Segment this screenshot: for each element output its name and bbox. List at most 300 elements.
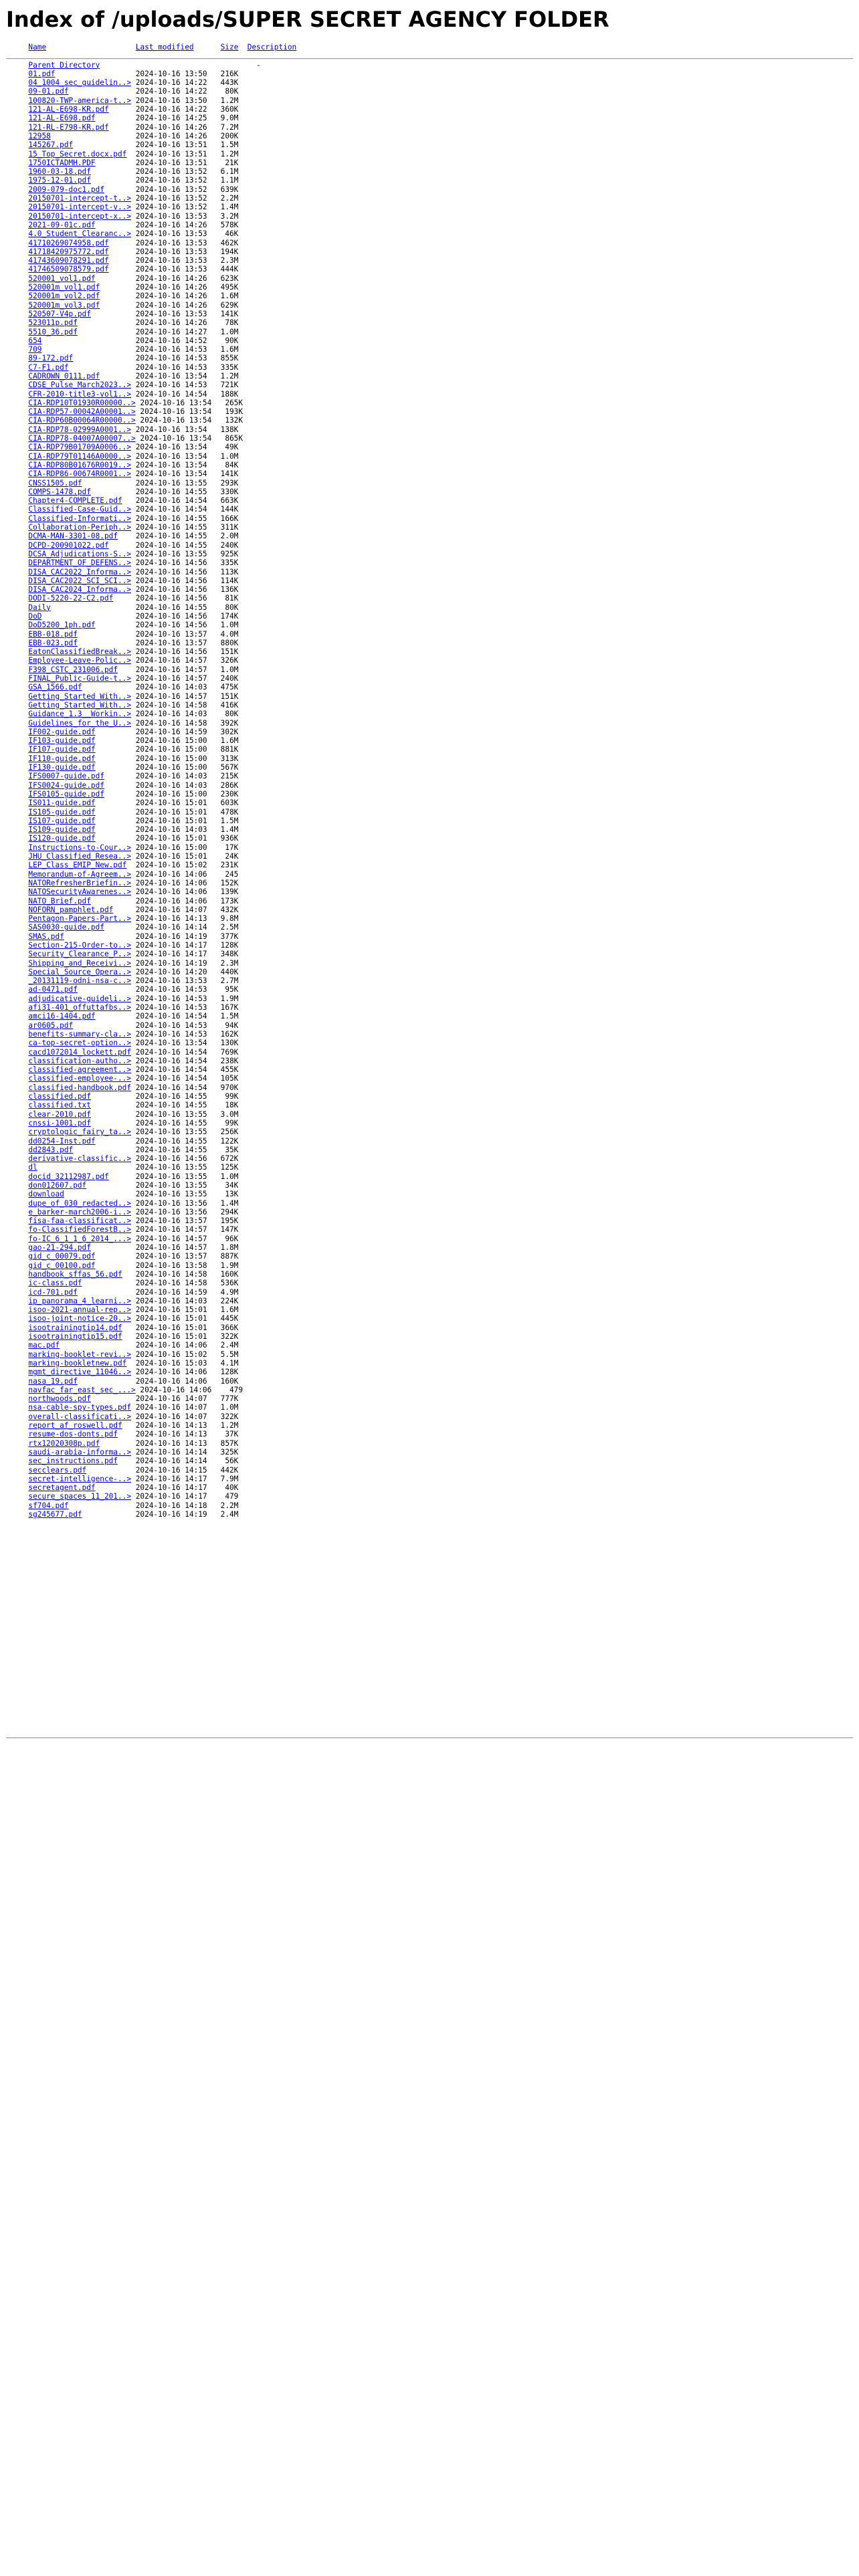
file-link[interactable]: NOFORN_pamphlet.pdf (28, 905, 114, 914)
file-link[interactable]: IF110-guide.pdf (28, 754, 96, 763)
file-icon-spacer (6, 994, 28, 1003)
file-link[interactable]: CIA-RDP10T01930R00000..> (28, 398, 136, 407)
file-link[interactable]: classification-autho..> (28, 1056, 132, 1065)
file-size: 162K (220, 1029, 239, 1039)
file-row (6, 897, 296, 905)
file-modified: 2024-10-16 13:53 (135, 229, 207, 239)
file-link[interactable]: CFR-2010-title3-vol1..> (28, 389, 132, 399)
file-size: 479 (225, 1492, 239, 1501)
file-size: 1.6M (220, 345, 239, 354)
file-link[interactable]: gao-21-294.pdf (28, 1243, 91, 1253)
file-link[interactable]: DISA_CAC2022_SCI_SCI..> (28, 576, 132, 585)
file-size: 128K (220, 1368, 239, 1377)
file-row (6, 1092, 296, 1101)
file-link[interactable]: download (28, 1190, 64, 1199)
file-link[interactable]: DoD5200_1ph.pdf (28, 621, 96, 630)
sort-by-description-link[interactable]: Description (247, 43, 297, 51)
file-link[interactable]: classified.pdf (28, 1092, 91, 1101)
file-link[interactable]: ip_panorama_4_learni..> (28, 1296, 132, 1305)
file-row (6, 710, 296, 718)
file-modified: 2024-10-16 14:17 (135, 940, 207, 950)
file-link[interactable]: SAS0030-guide.pdf (28, 923, 104, 932)
file-link[interactable]: Guidance_1.3__Workin..> (28, 710, 132, 719)
file-row (6, 585, 296, 594)
file-modified: 2024-10-16 14:22 (135, 78, 207, 88)
file-modified: 2024-10-16 14:03 (135, 683, 207, 692)
file-icon-spacer (6, 985, 28, 994)
file-size: 1.6M (220, 1305, 239, 1315)
file-size: 240K (220, 674, 239, 683)
file-link[interactable]: DISA_CAC2022_Informa..> (28, 567, 132, 576)
file-size: 18K (225, 1101, 239, 1110)
file-row (6, 1190, 296, 1198)
file-icon-spacer (6, 585, 28, 594)
file-link[interactable]: 1975-12-01.pdf (28, 176, 91, 185)
file-modified: 2024-10-16 13:54 (140, 398, 212, 407)
file-size: 160K (220, 1269, 239, 1279)
file-icon-spacer (6, 1208, 28, 1216)
file-modified: 2024-10-16 14:54 (135, 505, 207, 514)
file-link[interactable]: classified-employee-..> (28, 1074, 132, 1083)
file-icon-spacer (6, 968, 28, 976)
file-link[interactable]: navfac_far_east_sec_...> (28, 1385, 136, 1394)
file-icon-spacer (6, 1083, 28, 1092)
file-size: 141K (220, 309, 239, 318)
file-link[interactable]: 41743609078291.pdf (28, 256, 109, 265)
file-size: 4.0M (220, 629, 239, 639)
file-modified: 2024-10-16 14:56 (135, 594, 207, 603)
file-link[interactable]: IFS0024-guide.pdf (28, 780, 104, 790)
file-link[interactable]: report_af_roswell.pdf (28, 1421, 122, 1430)
file-link[interactable]: 520001m_vol3.pdf (28, 300, 100, 310)
file-row (6, 914, 296, 923)
file-modified: 2024-10-16 14:17 (135, 1492, 207, 1501)
page-title: Index of /uploads/SUPER SECRET AGENCY FOLDER (6, 7, 609, 32)
file-link[interactable]: 04_1004_sec_guidelin..> (28, 78, 132, 88)
file-row (6, 558, 296, 567)
file-link[interactable]: Special_Source_Opera..> (28, 967, 132, 976)
file-icon-spacer (6, 612, 28, 621)
file-link[interactable]: 709 (28, 345, 42, 354)
file-link[interactable]: secclears.pdf (28, 1465, 87, 1475)
file-link[interactable]: sf704.pdf (28, 1501, 69, 1510)
file-link[interactable]: CDSE_Pulse_March2023..> (28, 381, 132, 390)
file-link[interactable]: CIA-RDP78-02999A0001..> (28, 425, 132, 434)
file-link[interactable]: DODI-5220-22-C2.pdf (28, 594, 114, 603)
file-link[interactable]: handbook_sffas_56.pdf (28, 1269, 122, 1279)
file-row (6, 328, 296, 336)
file-size: 1.2M (220, 1421, 239, 1430)
parent-directory-link[interactable]: Parent Directory (28, 60, 100, 70)
file-icon-spacer (6, 1323, 28, 1332)
file-row (6, 87, 296, 96)
file-size: 313K (220, 754, 239, 763)
file-link[interactable]: fisa-faa-classificat..> (28, 1216, 132, 1226)
file-link[interactable]: IS109-guide.pdf (28, 825, 96, 835)
sort-by-size-link[interactable]: Size (220, 43, 239, 51)
file-link[interactable]: cryptologic_fairy_ta..> (28, 1128, 132, 1137)
file-modified: 2024-10-16 14:03 (135, 780, 207, 790)
file-modified: 2024-10-16 14:26 (135, 220, 207, 229)
file-link[interactable]: JHU_Classified_Resea..> (28, 852, 132, 861)
file-icon-spacer (6, 1021, 28, 1030)
file-size: 1.2M (220, 96, 239, 105)
file-link[interactable]: Getting_Started_With..> (28, 691, 132, 701)
file-link[interactable]: 121-AL-E698.pdf (28, 114, 96, 123)
file-link[interactable]: 41746509078579.pdf (28, 265, 109, 274)
file-link[interactable]: don012607.pdf (28, 1181, 87, 1190)
file-link[interactable]: IF107-guide.pdf (28, 745, 96, 754)
file-modified: 2024-10-16 14:55 (135, 1101, 207, 1110)
file-row (6, 754, 296, 763)
file-link[interactable]: 2009-079-doc1.pdf (28, 185, 104, 194)
file-size: 215K (220, 772, 239, 781)
file-modified: 2024-10-16 14:57 (135, 691, 207, 701)
file-row (6, 1510, 296, 1519)
file-link[interactable]: Chapter4-COMPLETE.pdf (28, 496, 122, 506)
file-modified: 2024-10-16 14:53 (135, 994, 207, 1003)
file-link[interactable]: Daily (28, 603, 51, 612)
file-link[interactable]: 41718420975772.pdf (28, 247, 109, 256)
file-link[interactable]: Guidelines_for_the_U..> (28, 718, 132, 728)
file-link[interactable]: rtx12020308p.pdf (28, 1438, 100, 1448)
file-link[interactable]: 1750ICTADMH.PDF (28, 158, 96, 167)
file-row (6, 532, 296, 540)
file-size: 34K (225, 1181, 239, 1190)
file-link[interactable]: Classified-Case-Guid..> (28, 505, 132, 514)
file-link[interactable]: 121-RL-E798-KR.pdf (28, 122, 109, 132)
file-modified: 2024-10-16 13:54 (135, 1039, 207, 1048)
file-link[interactable]: 520507-V4p.pdf (28, 309, 91, 318)
file-row (6, 594, 296, 603)
file-modified: 2024-10-16 13:55 (135, 1172, 207, 1181)
file-row (6, 630, 296, 639)
file-row (6, 834, 296, 843)
file-link[interactable]: CIA-RDP79T01146A0000..> (28, 451, 132, 461)
file-link[interactable]: Pentagon-Papers-Part..> (28, 914, 132, 924)
file-link[interactable]: 654 (28, 336, 42, 345)
file-link[interactable]: 15_Top_Secret.docx.pdf (28, 149, 127, 158)
file-size: 99K (225, 1092, 239, 1101)
file-link[interactable]: gid_c_00079.pdf (28, 1252, 96, 1261)
file-link[interactable]: LEP_Class_EMIP_New.pdf (28, 861, 127, 870)
file-link[interactable]: 2021-09-01c.pdf (28, 220, 96, 229)
file-link[interactable]: sec_instructions.pdf (28, 1457, 118, 1466)
sort-by-name-link[interactable]: Name (28, 43, 47, 51)
file-link[interactable]: isoo-joint-notice-20..> (28, 1314, 132, 1323)
file-link[interactable]: nasa_19.pdf (28, 1376, 78, 1386)
file-modified: 2024-10-16 14:13 (135, 1438, 207, 1448)
file-link[interactable]: fo-ClassifiedForestB..> (28, 1225, 132, 1235)
file-link[interactable]: IS120-guide.pdf (28, 834, 96, 843)
file-link[interactable]: Instructions-to-Cour..> (28, 843, 132, 852)
file-link[interactable]: 5510_36.pdf (28, 327, 78, 336)
file-link[interactable]: Security_Clearance_P..> (28, 950, 132, 959)
file-link[interactable]: Employee-Leave-Polic..> (28, 656, 132, 665)
file-link[interactable]: 523011p.pdf (28, 318, 78, 328)
file-icon-spacer (6, 132, 28, 140)
file-link[interactable]: sg245677.pdf (28, 1509, 82, 1519)
file-link[interactable]: Collaboration-Periph..> (28, 523, 132, 532)
file-row (6, 639, 296, 647)
file-icon-spacer (6, 1003, 28, 1012)
file-modified: 2024-10-16 13:53 (135, 309, 207, 318)
file-link[interactable]: CADROWN_0111.pdf (28, 371, 100, 381)
file-link[interactable]: 12958 (28, 131, 51, 140)
file-icon-spacer (6, 870, 28, 879)
file-icon-spacer (6, 1332, 28, 1341)
file-link[interactable]: ic-class.pdf (28, 1279, 82, 1288)
file-modified: 2024-10-16 14:06 (135, 1376, 207, 1386)
file-link[interactable]: DISA_CAC2024_Informa..> (28, 585, 132, 595)
file-size: 4.9M (220, 1287, 239, 1297)
file-link[interactable]: IS011-guide.pdf (28, 798, 96, 808)
file-link[interactable]: docid_32112987.pdf (28, 1172, 109, 1181)
file-link[interactable]: secure_spaces_11_201..> (28, 1492, 132, 1501)
file-link[interactable]: 121-AL-E698-KR.pdf (28, 105, 109, 114)
file-link[interactable]: DCPD-200901022.pdf (28, 540, 109, 550)
file-modified: 2024-10-16 14:19 (135, 958, 207, 968)
file-row (6, 1110, 296, 1119)
file-link[interactable]: Getting_Started_With..> (28, 700, 132, 710)
file-modified: 2024-10-16 14:55 (135, 523, 207, 532)
file-link[interactable]: benefits-summary-cla..> (28, 1029, 132, 1039)
file-icon-spacer (6, 1146, 28, 1154)
file-link[interactable]: 520001m_vol1.pdf (28, 283, 100, 292)
file-modified: 2024-10-16 14:13 (135, 914, 207, 924)
file-link[interactable]: dd0254-Inst.pdf (28, 1136, 96, 1146)
file-link[interactable]: 100820-TWP-america-t..> (28, 96, 132, 105)
file-modified: 2024-10-16 15:00 (135, 754, 207, 763)
file-link[interactable]: COMPS-1478.pdf (28, 487, 91, 496)
file-link[interactable]: mgmt_directive_11046..> (28, 1368, 132, 1377)
file-modified: 2024-10-16 15:03 (135, 1358, 207, 1368)
file-link[interactable]: NATORefresherBriefin..> (28, 878, 132, 887)
file-modified: 2024-10-16 14:55 (135, 532, 207, 541)
file-link[interactable]: nsa-cable-spy-types.pdf (28, 1403, 132, 1412)
file-row (6, 1270, 296, 1279)
file-link[interactable]: marking-bookletnew.pdf (28, 1358, 127, 1368)
file-link[interactable]: 09-01.pdf (28, 87, 69, 96)
file-icon-spacer (6, 1065, 28, 1074)
file-link[interactable]: ca-top-secret-option..> (28, 1039, 132, 1048)
file-link[interactable]: SMAS.pdf (28, 932, 64, 941)
file-link[interactable]: dd2843.pdf (28, 1145, 74, 1154)
file-link[interactable]: isootrainingtip14.pdf (28, 1323, 122, 1332)
file-link[interactable]: cnssi-1001.pdf (28, 1118, 91, 1128)
file-row (6, 221, 296, 229)
file-icon-spacer (6, 558, 28, 567)
file-icon-spacer (6, 772, 28, 780)
file-link[interactable]: DCSA_Adjudications-S..> (28, 549, 132, 558)
file-link[interactable]: CIA-RDP80B01676R0019..> (28, 460, 132, 469)
file-link[interactable]: EBB-023.pdf (28, 638, 78, 647)
file-link[interactable]: DEPARTMENT_OF_DEFENS..> (28, 558, 132, 568)
file-modified: 2024-10-16 15:01 (135, 1323, 207, 1332)
file-link[interactable]: marking-booklet-revi..> (28, 1350, 132, 1359)
file-link[interactable]: amci16-1404.pdf (28, 1012, 96, 1021)
file-link[interactable]: isoo-2021-annual-rep..> (28, 1305, 132, 1315)
file-link[interactable]: NATO_Brief.pdf (28, 896, 91, 905)
file-link[interactable]: CIA-RDP86-00674R0001..> (28, 469, 132, 479)
file-link[interactable]: saudi-arabia-informa..> (28, 1447, 132, 1457)
file-row (6, 1314, 296, 1323)
file-link[interactable]: clear-2010.pdf (28, 1109, 91, 1119)
file-link[interactable]: IFS0007-guide.pdf (28, 772, 104, 781)
file-size: 302K (220, 727, 239, 736)
file-link[interactable]: EBB-018.pdf (28, 629, 78, 639)
file-size: 9.8M (220, 914, 239, 924)
file-link[interactable]: IFS0105-guide.pdf (28, 789, 104, 798)
file-link[interactable]: _20131119-odni-nsa-c..> (28, 976, 132, 986)
file-link[interactable]: gid_c_00100.pdf (28, 1261, 96, 1270)
file-link[interactable]: overall-classificati..> (28, 1412, 132, 1421)
file-link[interactable]: 145267.pdf (28, 140, 74, 150)
file-link[interactable]: 4.0_Student_Clearanc..> (28, 229, 132, 239)
file-link[interactable]: dl (28, 1163, 37, 1172)
file-size: 360K (220, 105, 239, 114)
footer-divider (6, 1737, 853, 1739)
file-modified: 2024-10-16 14:54 (135, 389, 207, 399)
file-link[interactable]: Memorandum-of-Agreem..> (28, 869, 132, 879)
file-link[interactable]: fo-IC_6_1_1_6_2014_...> (28, 1234, 132, 1243)
file-link[interactable]: dupe_of_030_redacted..> (28, 1198, 132, 1208)
file-size: 105K (220, 1074, 239, 1083)
file-row (6, 372, 296, 381)
file-link[interactable]: 20150701-intercept-v..> (28, 203, 132, 212)
file-link[interactable]: 89-172.pdf (28, 354, 74, 363)
file-modified: 2024-10-16 14:52 (135, 336, 207, 345)
file-link[interactable]: adjudicative-guideli..> (28, 994, 132, 1003)
file-size: 478K (220, 807, 239, 817)
file-size: 2.5M (220, 923, 239, 932)
file-link[interactable]: derivative-classific..> (28, 1154, 132, 1164)
file-link[interactable]: ad-0471.pdf (28, 985, 78, 994)
file-link[interactable]: GSA_1566.pdf (28, 683, 82, 692)
file-icon-spacer (6, 443, 28, 451)
file-link[interactable]: NATOSecurityAwarenes..> (28, 887, 132, 897)
file-link[interactable]: 41710269074958.pdf (28, 238, 109, 247)
file-modified: 2024-10-16 14:55 (135, 540, 207, 550)
file-link[interactable]: IF130-guide.pdf (28, 763, 96, 772)
file-link[interactable]: CIA-RDP79B01709A0006..> (28, 443, 132, 452)
sort-by-modified-link[interactable]: Last modified (135, 43, 194, 51)
file-size: 136K (220, 585, 239, 595)
file-link[interactable]: 01.pdf (28, 69, 56, 78)
file-link[interactable]: DoD (28, 612, 42, 621)
file-modified: 2024-10-16 13:57 (135, 1252, 207, 1261)
file-link[interactable]: IS105-guide.pdf (28, 807, 96, 817)
file-link[interactable]: isootrainingtip15.pdf (28, 1332, 122, 1341)
file-link[interactable]: 1960-03-18.pdf (28, 167, 91, 177)
file-link[interactable]: 520001_vol1.pdf (28, 274, 96, 283)
file-link[interactable]: EatonClassifiedBreak..> (28, 647, 132, 657)
file-icon-spacer (6, 407, 28, 416)
file-icon-spacer (6, 176, 28, 185)
file-link[interactable]: CIA-RDP57-00042A00001..> (28, 407, 136, 417)
file-link[interactable]: FINAL_Public-Guide-t..> (28, 674, 132, 683)
file-link[interactable]: classified-agreement..> (28, 1065, 132, 1075)
file-link[interactable]: IF103-guide.pdf (28, 736, 96, 746)
file-link[interactable]: 20150701-intercept-x..> (28, 211, 132, 221)
file-link[interactable]: icd-701.pdf (28, 1287, 78, 1297)
file-link[interactable]: classified-handbook.pdf (28, 1083, 132, 1092)
file-row (6, 1065, 296, 1074)
file-icon-spacer (6, 1128, 28, 1136)
file-link[interactable]: secret-intelligence-..> (28, 1474, 132, 1483)
file-modified: 2024-10-16 14:53 (135, 354, 207, 363)
file-icon-spacer (6, 923, 28, 932)
file-link[interactable]: CIA-RDP60B00064R00000..> (28, 416, 136, 425)
file-link[interactable]: afi31-401_offuttafbs..> (28, 1003, 132, 1012)
file-icon-spacer (6, 932, 28, 941)
file-icon-spacer (6, 1386, 28, 1394)
file-link[interactable]: IF002-guide.pdf (28, 727, 96, 736)
file-row (6, 887, 296, 896)
file-link[interactable]: 20150701-intercept-t..> (28, 194, 132, 203)
file-size: 132K (225, 416, 244, 425)
file-link[interactable]: e_barker-march2006-i..> (28, 1207, 132, 1216)
file-link[interactable]: DCMA-MAN-3301-08.pdf (28, 532, 118, 541)
file-link[interactable]: cacd1072014_lockett.pdf (28, 1047, 132, 1057)
file-link[interactable]: ar0605.pdf (28, 1021, 74, 1030)
file-link[interactable]: F398_CSTC_231006.pdf (28, 665, 118, 674)
file-link[interactable]: mac.pdf (28, 1341, 60, 1350)
file-link[interactable]: Section-215-Order-to..> (28, 940, 132, 950)
file-link[interactable]: Classified-Informati..> (28, 514, 132, 523)
file-size: 366K (220, 1323, 239, 1332)
file-link[interactable]: IS107-guide.pdf (28, 816, 96, 825)
file-icon-spacer (6, 1199, 28, 1208)
file-link[interactable]: classified.txt (28, 1101, 91, 1110)
file-row (6, 505, 296, 514)
file-link[interactable]: CIA-RDP78-04007A00007..> (28, 434, 136, 443)
file-size: 887K (220, 1252, 239, 1261)
file-icon-spacer (6, 1110, 28, 1119)
file-size: 78K (225, 318, 239, 328)
file-icon-spacer (6, 239, 28, 247)
file-link[interactable]: CNSS1505.pdf (28, 478, 82, 488)
file-icon-spacer (6, 123, 28, 132)
file-size: 1.0M (220, 665, 239, 674)
file-modified: 2024-10-16 14:56 (135, 621, 207, 630)
file-link[interactable]: Shipping_and_Receivi..> (28, 958, 132, 968)
file-row (6, 70, 296, 78)
file-link[interactable]: 520001m_vol2.pdf (28, 292, 100, 301)
file-icon-spacer (6, 1270, 28, 1279)
file-size: 443K (220, 78, 239, 88)
file-link[interactable]: resume-dos-donts.pdf (28, 1430, 118, 1439)
file-size: 238K (220, 1056, 239, 1065)
file-icon-spacer (6, 292, 28, 300)
file-row (6, 541, 296, 550)
file-modified: 2024-10-16 13:52 (135, 194, 207, 203)
file-link[interactable]: northwoods.pdf (28, 1394, 91, 1404)
file-link[interactable]: secretagent.pdf (28, 1483, 96, 1493)
file-modified: 2024-10-16 14:55 (135, 1145, 207, 1154)
file-size: 1.5M (220, 816, 239, 825)
file-modified: 2024-10-16 14:54 (135, 1065, 207, 1075)
file-size: 24K (225, 852, 239, 861)
file-icon-spacer (6, 363, 28, 372)
file-icon-spacer (6, 354, 28, 362)
file-row (6, 985, 296, 994)
file-modified: 2024-10-16 14:26 (135, 274, 207, 283)
file-size: 1.5M (220, 140, 239, 150)
file-size: 2.4M (220, 1341, 239, 1350)
file-link[interactable]: C7-F1.pdf (28, 362, 69, 372)
file-row (6, 488, 296, 496)
